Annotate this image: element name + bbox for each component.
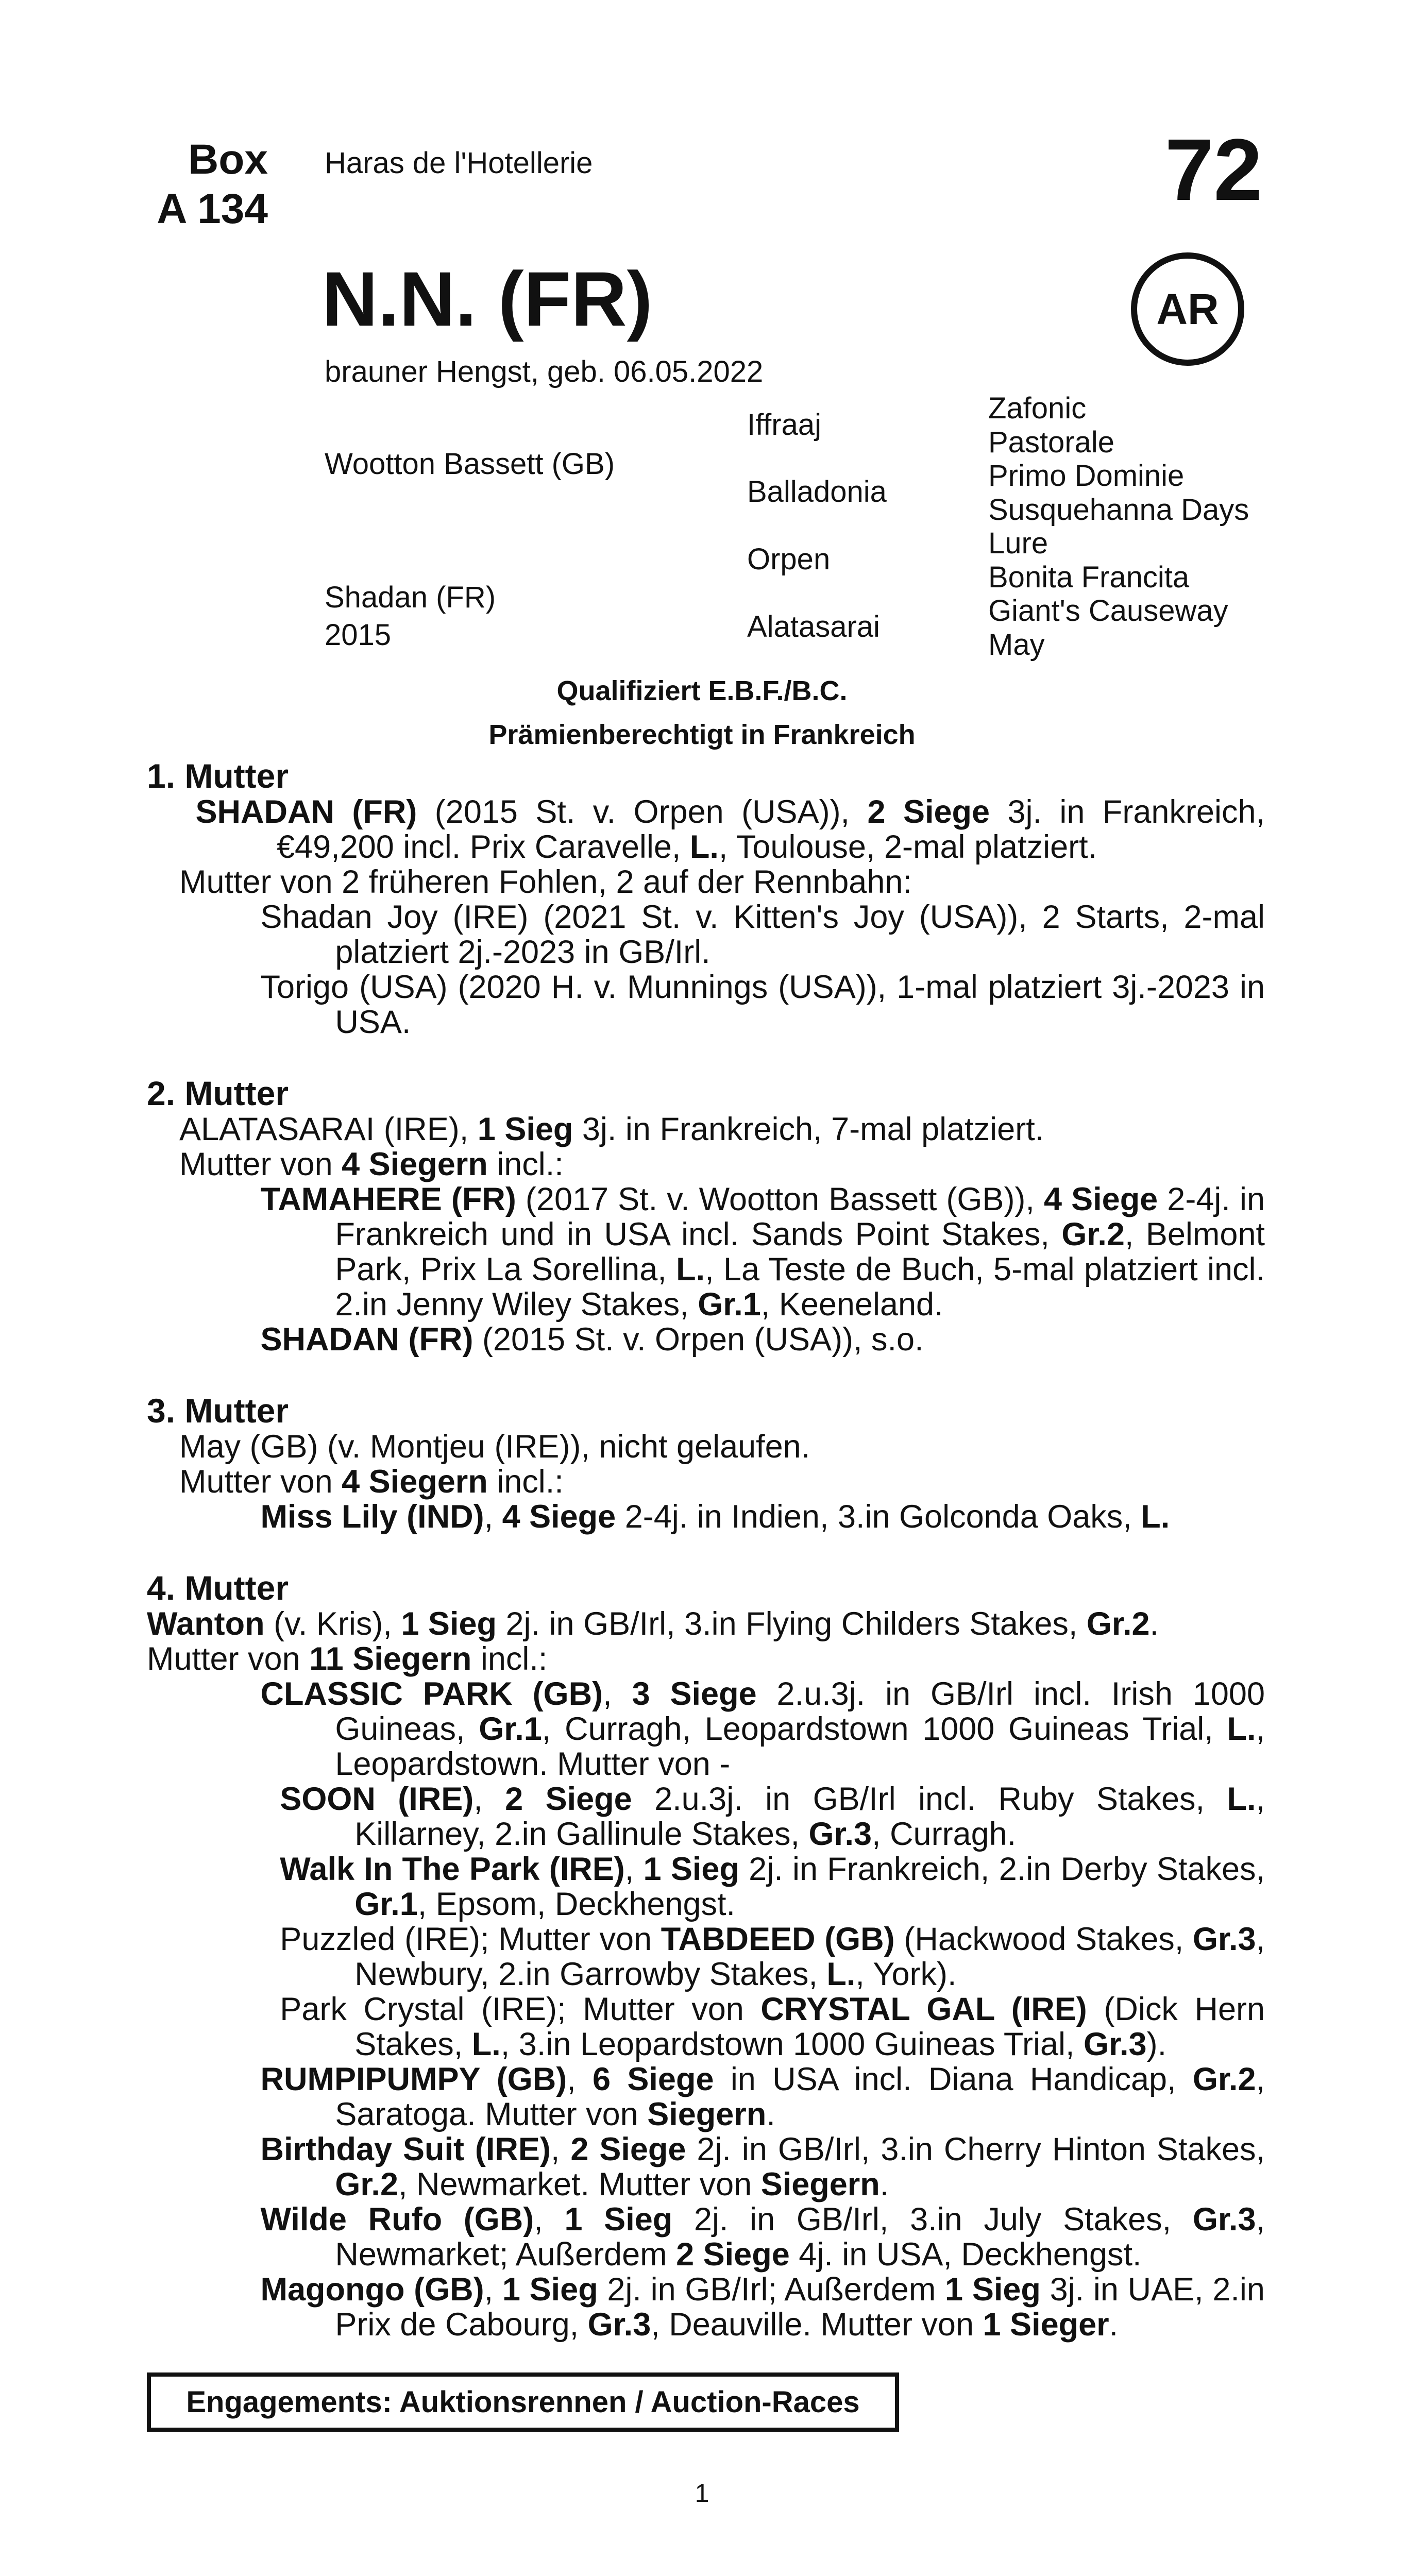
box-label <box>88 135 268 234</box>
dam2-entry: ALATASARAI (IRE), 1 Sieg 3j. in Frankreich, 7-mal platziert. <box>179 1111 1044 1147</box>
dam1-produce-intro: Mutter von 2 früheren Fohlen, 2 auf der Rennbahn: <box>179 864 912 900</box>
pedigree-grandparent: Iffraaj <box>747 408 822 442</box>
pedigree-grandparent: Alatasarai <box>747 610 880 643</box>
dam4-produce: Magongo (GB), 1 Sieg 2j. in GB/Irl; Außerdem 1 Sieg 3j. in UAE, 2.in Prix de Cabourg, Gr.3, Deauville. Mutter von 1 Sieger. <box>260 2272 1265 2343</box>
engagements-box <box>147 2372 899 2432</box>
breeder: Haras de l'Hotellerie <box>325 146 593 180</box>
dam3-produce: Miss Lily (IND), 4 Siege 2-4j. in Indien, 3.in Golconda Oaks, L. <box>260 1499 1170 1535</box>
box-line2: A 134 <box>157 185 268 232</box>
dam4-produce: RUMPIPUMPY (GB), 6 Siege in USA incl. Diana Handicap, Gr.2, Saratoga. Mutter von Siegern. <box>260 2061 1265 2132</box>
dam2-produce-intro: Mutter von 4 Siegern incl.: <box>179 1146 564 1182</box>
page-number: 1 <box>695 2479 709 2507</box>
dam3-entry: May (GB) (v. Montjeu (IRE)), nicht gelaufen. <box>179 1429 810 1465</box>
ar-badge-text: AR <box>1156 284 1219 333</box>
dam4-produce-intro: Mutter von 11 Siegern incl.: <box>147 1641 548 1677</box>
dam4-entry: Wanton (v. Kris), 1 Sieg 2j. in GB/Irl, 3.in Flying Childers Stakes, Gr.2. <box>147 1606 1159 1642</box>
family-section <box>147 757 1265 2342</box>
box-line1: Box <box>188 136 268 183</box>
horse-name: N.N. (FR) <box>322 256 653 342</box>
pedigree-great-grandparent: Susquehanna Days <box>988 493 1249 527</box>
pedigree-great-grandparent: Bonita Francita <box>988 561 1190 594</box>
pedigree-great-grandparent: Primo Dominie <box>988 459 1185 493</box>
pedigree-great-grandparent: Zafonic <box>988 392 1087 425</box>
dam1-produce: Torigo (USA) (2020 H. v. Munnings (USA)), 1-mal platziert 3j.-2023 in USA. <box>260 969 1265 1040</box>
pedigree-grandparent: Balladonia <box>747 475 887 509</box>
dam1-heading: 1. Mutter <box>147 757 289 795</box>
pedigree-great-grandparent: May <box>988 628 1045 662</box>
pedigree-great-grandparent: Pastorale <box>988 426 1115 459</box>
pedigree-great-grandparent: Giant's Causeway <box>988 594 1228 628</box>
dam1-entry: SHADAN (FR) (2015 St. v. Orpen (USA)), 2 Siege 3j. in Frankreich, €49,200 incl. Prix Caravelle, L., Toulouse, 2-mal platziert. <box>195 794 1265 865</box>
dam4-grandproduce: Puzzled (IRE); Mutter von TABDEED (GB) (Hackwood Stakes, Gr.3, Newbury, 2.in Garrowby Stakes, L., York). <box>280 1921 1265 1992</box>
pedigree-dam-year: 2015 <box>325 618 392 652</box>
pedigree-sire: Wootton Bassett (GB) <box>325 447 615 481</box>
engagements-text: Engagements: Auktionsrennen / Auction-Races <box>186 2385 860 2419</box>
qualification-premium: Prämienberechtigt in Frankreich <box>488 719 916 750</box>
dam2-heading: 2. Mutter <box>147 1074 289 1112</box>
lot-number: 72 <box>1164 121 1262 219</box>
dam1-produce: Shadan Joy (IRE) (2021 St. v. Kitten's Joy (USA)), 2 Starts, 2-mal platziert 2j.-2023 in GB/Irl. <box>260 899 1265 970</box>
dam4-produce: CLASSIC PARK (GB), 3 Siege 2.u.3j. in GB/Irl incl. Irish 1000 Guineas, Gr.1, Curragh, Leopardstown 1000 Guineas Trial, L., Leopardstown. Mutter von - <box>260 1676 1265 1782</box>
dam3-heading: 3. Mutter <box>147 1392 289 1430</box>
qualification-ebf: Qualifiziert E.B.F./B.C. <box>556 675 848 706</box>
dam4-grandproduce: Park Crystal (IRE); Mutter von CRYSTAL GAL (IRE) (Dick Hern Stakes, L., 3.in Leopardstown 1000 Guineas Trial, Gr.3). <box>280 1991 1265 2062</box>
dam2-produce: TAMAHERE (FR) (2017 St. v. Wootton Bassett (GB)), 4 Siege 2-4j. in Frankreich und in USA incl. Sands Point Stakes, Gr.2, Belmont Park, Prix La Sorellina, L., La Teste de Buch, 5-mal platziert incl. 2.in Jenny Wiley Stakes, Gr.1, Keeneland. <box>260 1181 1265 1323</box>
dam3-produce-intro: Mutter von 4 Siegern incl.: <box>179 1464 564 1500</box>
dam4-grandproduce: Walk In The Park (IRE), 1 Sieg 2j. in Frankreich, 2.in Derby Stakes, Gr.1, Epsom, Deckhengst. <box>280 1851 1265 1922</box>
dam4-produce: Birthday Suit (IRE), 2 Siege 2j. in GB/Irl, 3.in Cherry Hinton Stakes, Gr.2, Newmarket. Mutter von Siegern. <box>260 2131 1265 2202</box>
pedigree-dam: Shadan (FR) <box>325 581 496 614</box>
dam2-produce: SHADAN (FR) (2015 St. v. Orpen (USA)), s.o. <box>260 1321 924 1358</box>
dam4-produce: Wilde Rufo (GB), 1 Sieg 2j. in GB/Irl, 3.in July Stakes, Gr.3, Newmarket; Außerdem 2 Siege 4j. in USA, Deckhengst. <box>260 2201 1265 2273</box>
dam4-grandproduce: SOON (IRE), 2 Siege 2.u.3j. in GB/Irl incl. Ruby Stakes, L., Killarney, 2.in Gallinule Stakes, Gr.3, Curragh. <box>280 1781 1265 1852</box>
dam4-heading: 4. Mutter <box>147 1569 289 1607</box>
horse-description: brauner Hengst, geb. 06.05.2022 <box>325 355 764 388</box>
ar-badge <box>1131 252 1244 366</box>
pedigree-great-grandparent: Lure <box>988 527 1048 560</box>
pedigree-grandparent: Orpen <box>747 543 831 576</box>
